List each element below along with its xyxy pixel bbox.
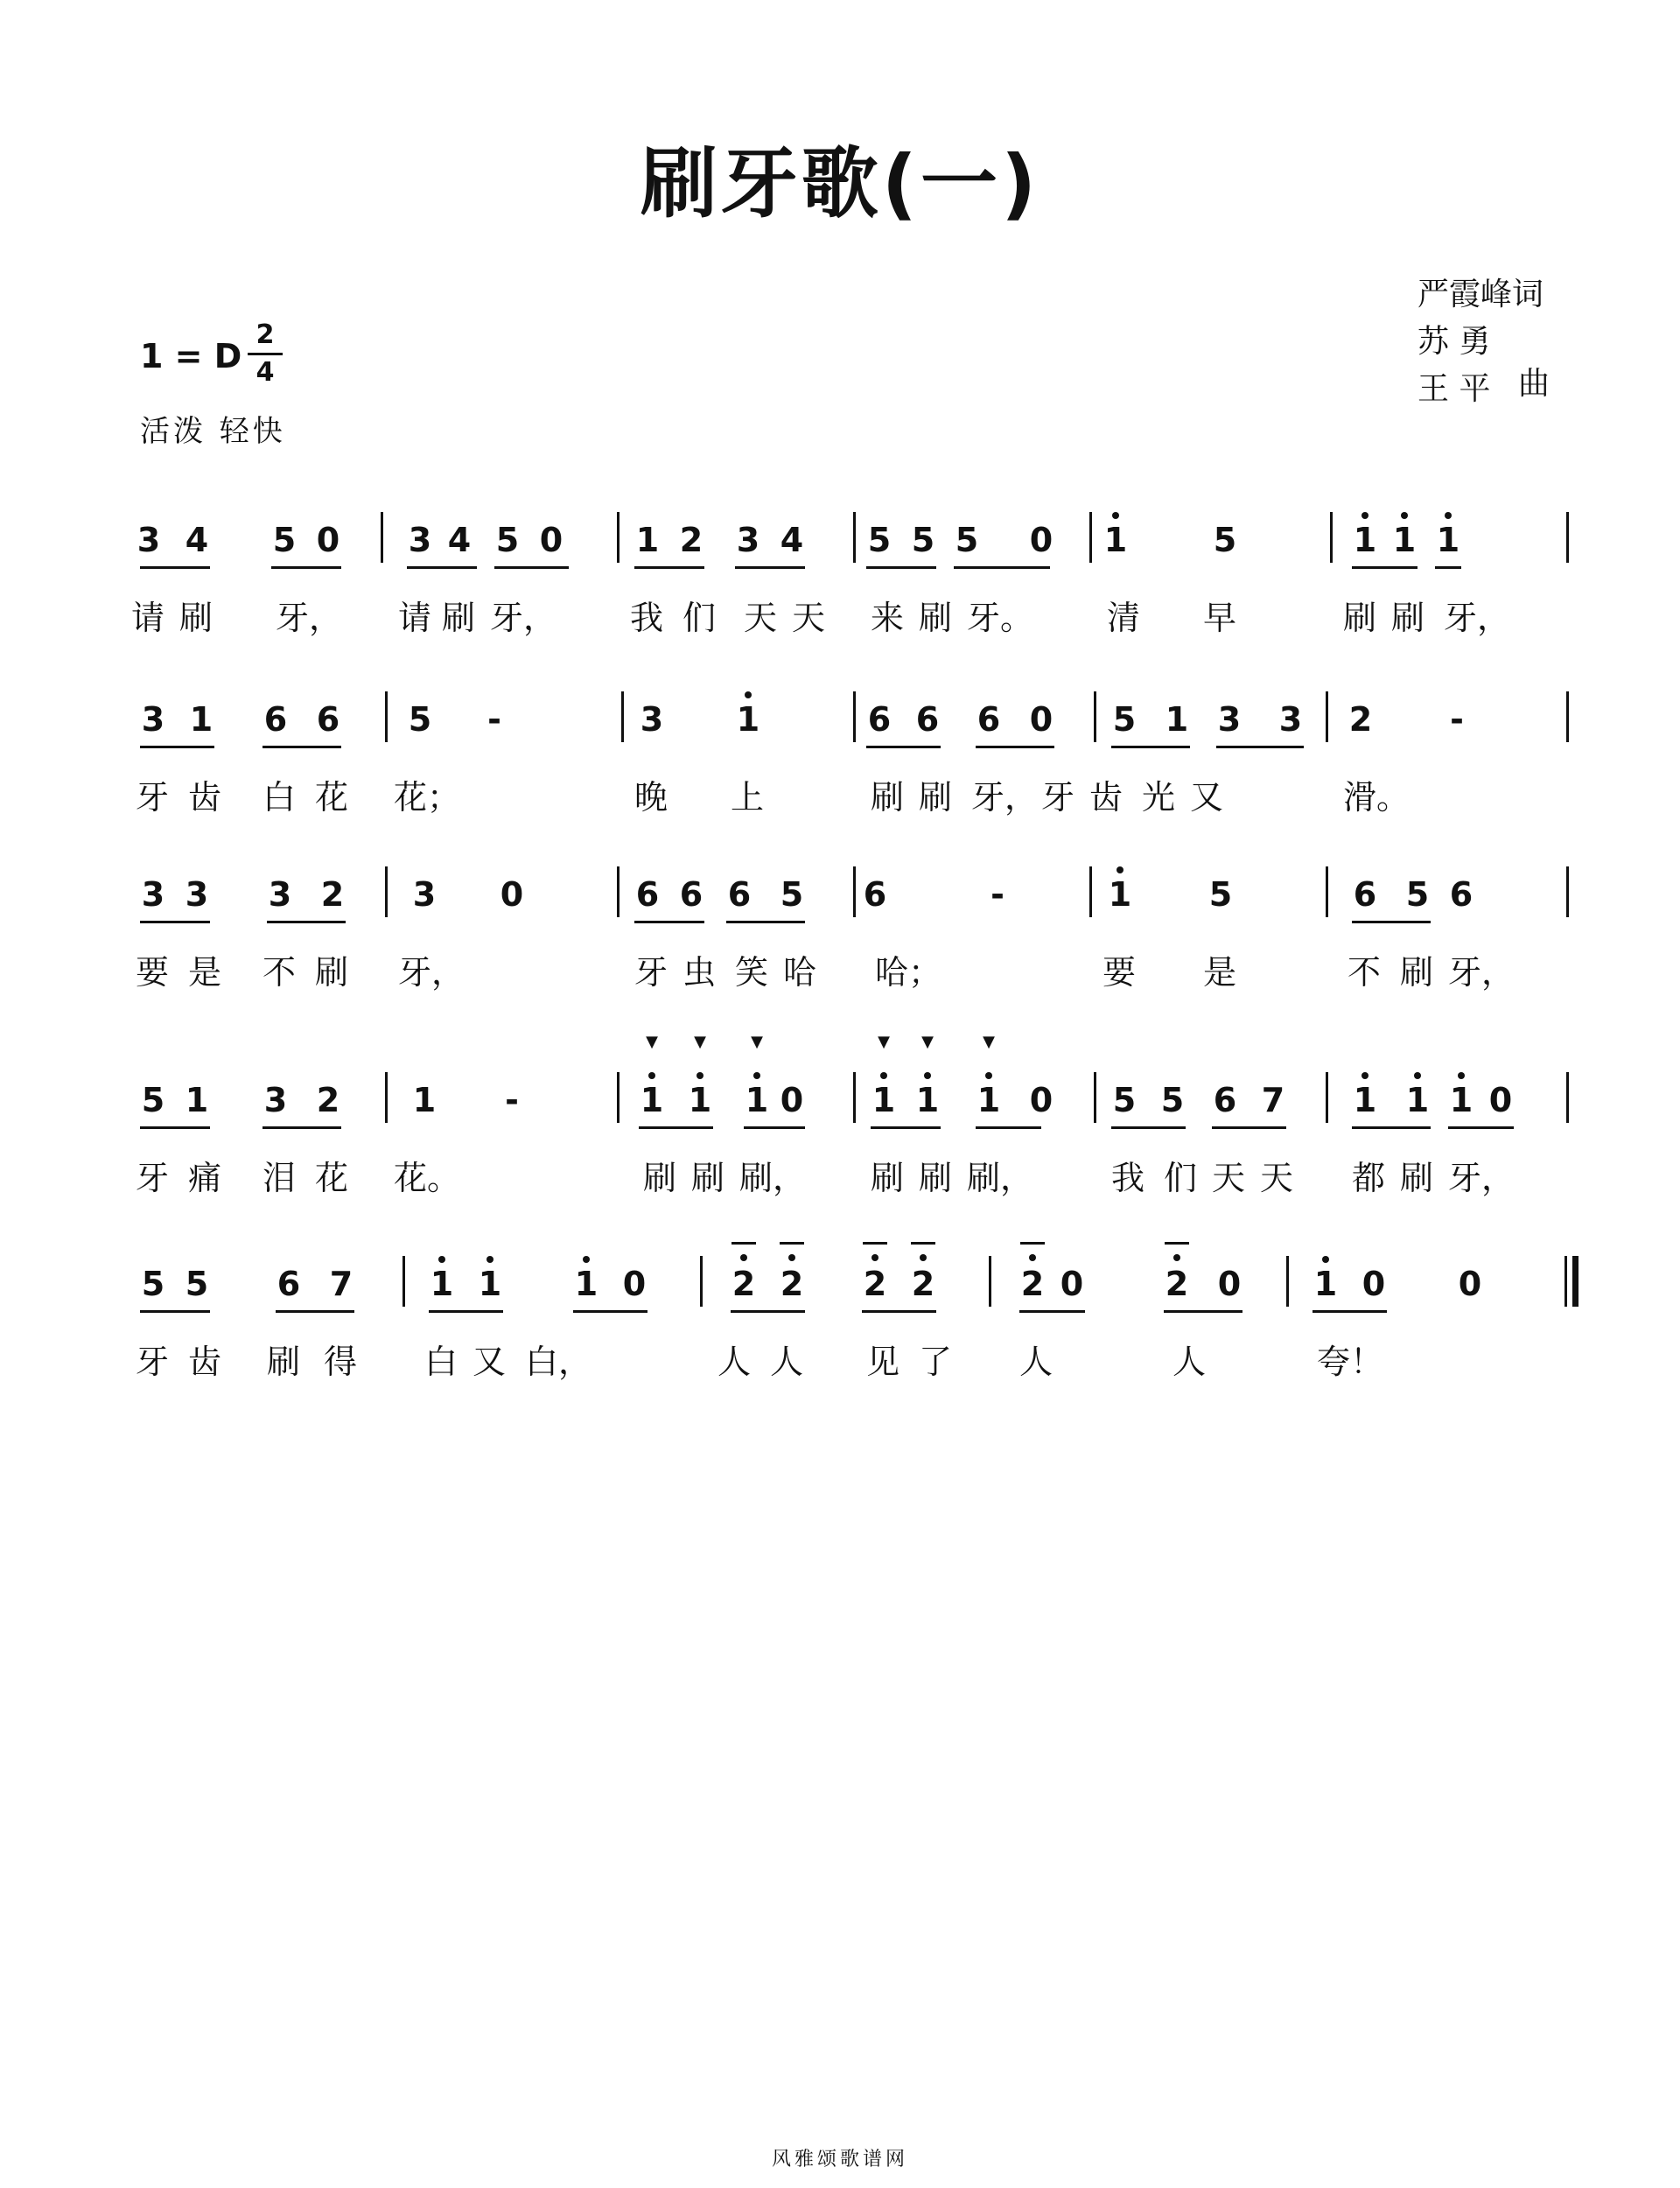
over-bar xyxy=(911,1242,935,1245)
note: 6 xyxy=(316,700,340,739)
note: 1 xyxy=(1108,875,1132,914)
beat-underline xyxy=(140,1310,210,1313)
beat-underline xyxy=(429,1310,503,1313)
beat-underline xyxy=(634,921,704,923)
beat-underline xyxy=(744,1126,805,1129)
beat-underline xyxy=(407,566,477,569)
key-signature: 1 = D xyxy=(140,337,242,375)
lyric-char: 不 xyxy=(1348,953,1382,992)
tempo-marking: 活泼 轻快 xyxy=(140,414,286,449)
over-bar xyxy=(1020,1242,1045,1245)
note: 0 xyxy=(1029,521,1054,559)
note: 5 xyxy=(1160,1081,1185,1119)
lyric-char: 们 xyxy=(1164,1159,1198,1197)
bar-line xyxy=(617,512,620,563)
note: 3 xyxy=(640,700,664,739)
note: 0 xyxy=(1060,1265,1084,1303)
lyric-char: 牙 xyxy=(136,778,170,817)
bar-line xyxy=(1089,512,1092,563)
lyric-char: 痛 xyxy=(188,1159,222,1197)
lyric-char: 刷 xyxy=(1391,599,1425,637)
beat-underline xyxy=(634,566,704,569)
beat-underline xyxy=(871,1126,941,1129)
song-title: 刷牙歌(一) xyxy=(640,138,1040,228)
accent-mark: ▼ xyxy=(921,1033,934,1051)
note: 2 xyxy=(1348,700,1373,739)
accent-mark: ▼ xyxy=(694,1033,706,1051)
lyric-char: 齿 xyxy=(188,778,222,817)
note: 2 xyxy=(316,1081,340,1119)
lyric-char: 见 xyxy=(866,1343,900,1381)
lyric-char: 们 xyxy=(682,599,717,637)
lyric-char: 哈 xyxy=(783,953,817,992)
note: 6 xyxy=(1353,875,1377,914)
lyric-char: 花。 xyxy=(394,1159,461,1197)
lyric-char: 刷 xyxy=(1343,599,1377,637)
lyric-char: 是 xyxy=(188,953,222,992)
bar-line xyxy=(1330,512,1333,563)
high-octave-dot xyxy=(985,1072,992,1079)
lyric-char: 牙， xyxy=(1448,1159,1516,1197)
over-bar xyxy=(780,1242,804,1245)
high-octave-dot xyxy=(438,1256,445,1263)
note: 0 xyxy=(1029,700,1054,739)
note: 1 xyxy=(1449,1081,1474,1119)
lyric-char: 早 xyxy=(1203,599,1237,637)
note: 1 xyxy=(1313,1265,1338,1303)
beat-underline xyxy=(639,1126,713,1129)
beat-underline xyxy=(1352,566,1418,569)
beat-underline xyxy=(262,1126,341,1129)
note: 7 xyxy=(329,1265,354,1303)
lyric-char: 请 xyxy=(131,599,165,637)
beat-underline xyxy=(494,566,569,569)
beat-underline xyxy=(140,746,214,748)
note: 1 xyxy=(1405,1081,1430,1119)
beat-underline xyxy=(1448,1126,1514,1129)
beat-underline xyxy=(866,746,941,748)
lyric-char: 刷 xyxy=(315,953,349,992)
beat-underline xyxy=(862,1310,936,1313)
accent-mark: ▼ xyxy=(646,1033,658,1051)
note: 2 xyxy=(679,521,704,559)
lyric-char: 刷 xyxy=(919,599,953,637)
lyric-char: 牙。 xyxy=(967,599,1034,637)
lyric-char: 刷 xyxy=(919,778,953,817)
lyric-char: 光 xyxy=(1142,778,1176,817)
lyric-char: 牙， xyxy=(276,599,343,637)
beat-underline xyxy=(140,566,210,569)
lyric-char: 花； xyxy=(394,778,461,817)
lyric-char: 刷 xyxy=(442,599,476,637)
lyric-char: 清 xyxy=(1107,599,1141,637)
lyric-char: 刷 xyxy=(1400,1159,1434,1197)
note: 0 xyxy=(1362,1265,1386,1303)
beat-underline xyxy=(1216,746,1304,748)
note: 3 xyxy=(408,521,432,559)
note: 5 xyxy=(1112,1081,1137,1119)
lyric-char: 我 xyxy=(1111,1159,1145,1197)
lyric-char: 牙， xyxy=(490,599,557,637)
high-octave-dot xyxy=(696,1072,704,1079)
lyricist-credit: 严霞峰词 xyxy=(1418,277,1544,312)
lyric-char: 刷 xyxy=(871,1159,905,1197)
note: 6 xyxy=(867,700,892,739)
note: 1 xyxy=(736,700,760,739)
note: 0 xyxy=(316,521,340,559)
beat-underline xyxy=(735,566,805,569)
composer-label: 曲 xyxy=(1518,366,1550,402)
note: 1 xyxy=(1165,700,1189,739)
beat-underline xyxy=(262,746,341,748)
high-octave-dot xyxy=(1116,866,1124,873)
lyric-char: 花 xyxy=(315,778,349,817)
note: 2 xyxy=(732,1265,756,1303)
lyric-char: 笑 xyxy=(735,953,769,992)
note: 2 xyxy=(780,1265,804,1303)
lyric-char: 人 xyxy=(718,1343,752,1381)
beat-underline xyxy=(1212,1126,1286,1129)
note: 5 xyxy=(185,1265,209,1303)
bar-line xyxy=(1566,866,1569,917)
lyric-char: 请 xyxy=(398,599,432,637)
lyric-char: 刷 xyxy=(1400,953,1434,992)
beat-underline xyxy=(1111,746,1190,748)
note: 1 xyxy=(478,1265,502,1303)
note: 1 xyxy=(430,1265,454,1303)
note: 1 xyxy=(688,1081,712,1119)
lyric-char: 刷 xyxy=(643,1159,677,1197)
bar-line xyxy=(1326,691,1328,742)
high-octave-dot xyxy=(1414,1072,1421,1079)
beat-underline xyxy=(1312,1310,1387,1313)
footer-watermark: 风雅颂歌谱网 xyxy=(771,2149,908,2170)
beat-underline xyxy=(866,566,936,569)
note: 6 xyxy=(915,700,940,739)
note: 1 xyxy=(412,1081,437,1119)
high-octave-dot xyxy=(753,1072,760,1079)
beat-underline xyxy=(271,566,341,569)
beat-underline xyxy=(726,921,805,923)
note: 2 xyxy=(1165,1265,1189,1303)
lyric-char: 刷 xyxy=(691,1159,725,1197)
high-octave-dot xyxy=(1112,512,1119,519)
bar-line xyxy=(700,1256,703,1307)
high-octave-dot xyxy=(920,1254,927,1261)
note: 1 xyxy=(1353,1081,1377,1119)
high-octave-dot xyxy=(924,1072,931,1079)
beat-underline xyxy=(954,566,1050,569)
note: 5 xyxy=(867,521,892,559)
lyric-char: 得 xyxy=(324,1343,358,1381)
note: 5 xyxy=(272,521,297,559)
beat-underline xyxy=(1019,1310,1085,1313)
note: - xyxy=(487,700,501,739)
beat-underline xyxy=(1164,1310,1242,1313)
high-octave-dot xyxy=(872,1254,878,1261)
note: 0 xyxy=(622,1265,647,1303)
note: 5 xyxy=(955,521,979,559)
lyric-char: 了 xyxy=(919,1343,953,1381)
lyric-char: 牙， xyxy=(1448,953,1516,992)
bar-line xyxy=(402,1256,405,1307)
bar-line xyxy=(1326,866,1328,917)
high-octave-dot xyxy=(1029,1254,1036,1261)
lyric-char: 刷， xyxy=(739,1159,807,1197)
note: 5 xyxy=(780,875,804,914)
note: 4 xyxy=(447,521,472,559)
lyric-char: 上 xyxy=(731,778,765,817)
note: 6 xyxy=(727,875,752,914)
lyric-char: 刷 xyxy=(179,599,214,637)
lyric-char: 要 xyxy=(136,953,170,992)
note: 6 xyxy=(976,700,1001,739)
lyric-char: 刷 xyxy=(919,1159,953,1197)
bar-line xyxy=(1094,1072,1096,1123)
note: 0 xyxy=(1458,1265,1482,1303)
note: 3 xyxy=(412,875,437,914)
lyric-char: 晚 xyxy=(634,778,668,817)
bar-line xyxy=(385,691,388,742)
note: 4 xyxy=(780,521,804,559)
note: 1 xyxy=(640,1081,664,1119)
beat-underline xyxy=(267,921,346,923)
beat-underline xyxy=(140,921,210,923)
note: 3 xyxy=(141,700,165,739)
high-octave-dot xyxy=(486,1256,494,1263)
over-bar xyxy=(732,1242,756,1245)
lyric-char: 牙， xyxy=(1444,599,1511,637)
lyric-char: 夸！ xyxy=(1317,1343,1384,1381)
lyric-char: 牙， xyxy=(398,953,466,992)
lyric-char: 牙 xyxy=(634,953,668,992)
note: 1 xyxy=(976,1081,1001,1119)
lyric-char: 刷， xyxy=(967,1159,1034,1197)
note: 0 xyxy=(1029,1081,1054,1119)
lyric-char: 牙 xyxy=(136,1159,170,1197)
lyric-char: 牙 xyxy=(1041,778,1075,817)
note: 7 xyxy=(1261,1081,1285,1119)
note: 6 xyxy=(1449,875,1474,914)
high-octave-dot xyxy=(1401,512,1408,519)
high-octave-dot xyxy=(1362,1072,1368,1079)
bar-line xyxy=(1566,691,1569,742)
lyric-char: 又 xyxy=(472,1343,507,1381)
note: 5 xyxy=(1112,700,1137,739)
note: 5 xyxy=(408,700,432,739)
bar-line xyxy=(853,1072,856,1123)
bar-line xyxy=(385,866,388,917)
note: 6 xyxy=(679,875,704,914)
lyric-char: 花 xyxy=(315,1159,349,1197)
lyric-char: 滑。 xyxy=(1343,778,1410,817)
note: 5 xyxy=(141,1081,165,1119)
high-octave-dot xyxy=(740,1254,747,1261)
lyric-char: 不 xyxy=(262,953,297,992)
beat-underline xyxy=(731,1310,805,1313)
note: 0 xyxy=(780,1081,804,1119)
lyric-char: 是 xyxy=(1203,953,1237,992)
lyric-char: 人 xyxy=(1019,1343,1054,1381)
note: 1 xyxy=(185,1081,209,1119)
high-octave-dot xyxy=(1362,512,1368,519)
note: 5 xyxy=(1208,875,1233,914)
note: 5 xyxy=(1405,875,1430,914)
bar-line xyxy=(1286,1256,1289,1307)
over-bar xyxy=(1165,1242,1189,1245)
note: 1 xyxy=(915,1081,940,1119)
high-octave-dot xyxy=(648,1072,655,1079)
note: 0 xyxy=(1488,1081,1513,1119)
beat-underline xyxy=(276,1310,354,1313)
note: 1 xyxy=(1436,521,1460,559)
composer-credit-1: 苏 勇 xyxy=(1418,324,1491,360)
lyric-char: 齿 xyxy=(188,1343,222,1381)
accent-mark: ▼ xyxy=(983,1033,995,1051)
lyric-char: 泪 xyxy=(262,1159,297,1197)
note: 5 xyxy=(911,521,935,559)
beat-underline xyxy=(976,1126,1041,1129)
lyric-char: 又 xyxy=(1190,778,1224,817)
note: 6 xyxy=(263,700,288,739)
lyric-char: 齿 xyxy=(1089,778,1124,817)
note: 5 xyxy=(1213,521,1237,559)
composer-credit-2: 王 平 xyxy=(1418,371,1491,407)
note: 6 xyxy=(1213,1081,1237,1119)
note: 3 xyxy=(1217,700,1242,739)
bar-line xyxy=(853,512,856,563)
bar-line xyxy=(617,866,620,917)
lyric-char: 牙 xyxy=(136,1343,170,1381)
note: 6 xyxy=(276,1265,301,1303)
lyric-char: 牙， xyxy=(971,778,1039,817)
note: 5 xyxy=(141,1265,165,1303)
note: - xyxy=(1450,700,1464,739)
note: 1 xyxy=(574,1265,598,1303)
lyric-char: 天 xyxy=(1260,1159,1294,1197)
final-bar-line-thick xyxy=(1572,1256,1578,1307)
over-bar xyxy=(863,1242,887,1245)
note: 0 xyxy=(500,875,524,914)
beat-underline xyxy=(1352,1126,1431,1129)
high-octave-dot xyxy=(880,1072,887,1079)
note: 2 xyxy=(911,1265,935,1303)
lyric-char: 都 xyxy=(1352,1159,1386,1197)
bar-line xyxy=(989,1256,991,1307)
lyric-char: 人 xyxy=(770,1343,804,1381)
note: 0 xyxy=(539,521,564,559)
lyric-char: 来 xyxy=(871,599,905,637)
note: 3 xyxy=(736,521,760,559)
note: 3 xyxy=(141,875,165,914)
bar-line xyxy=(1566,512,1569,563)
lyric-char: 我 xyxy=(630,599,664,637)
lyric-char: 白 xyxy=(424,1343,458,1381)
bar-line xyxy=(617,1072,620,1123)
time-signature-bottom: 4 xyxy=(256,357,275,388)
note: 6 xyxy=(863,875,887,914)
note: 4 xyxy=(185,521,209,559)
bar-line xyxy=(1094,691,1096,742)
note: - xyxy=(505,1081,519,1119)
note: 5 xyxy=(495,521,520,559)
beat-underline xyxy=(1435,566,1461,569)
note: 2 xyxy=(1020,1265,1045,1303)
note: 0 xyxy=(1217,1265,1242,1303)
high-octave-dot xyxy=(1458,1072,1465,1079)
high-octave-dot xyxy=(1445,512,1452,519)
note: 3 xyxy=(185,875,209,914)
lyric-char: 白， xyxy=(525,1343,592,1381)
time-signature-top: 2 xyxy=(256,319,275,350)
bar-line xyxy=(853,691,856,742)
note: 3 xyxy=(263,1081,288,1119)
high-octave-dot xyxy=(745,691,752,698)
note: 3 xyxy=(268,875,292,914)
note: 3 xyxy=(136,521,161,559)
note: 2 xyxy=(863,1265,887,1303)
high-octave-dot xyxy=(788,1254,795,1261)
high-octave-dot xyxy=(1322,1256,1329,1263)
note: 1 xyxy=(872,1081,896,1119)
high-octave-dot xyxy=(583,1256,590,1263)
beat-underline xyxy=(1111,1126,1186,1129)
beat-underline xyxy=(976,746,1054,748)
bar-line xyxy=(381,512,383,563)
bar-line xyxy=(385,1072,388,1123)
note: 2 xyxy=(320,875,345,914)
lyric-char: 虫 xyxy=(682,953,717,992)
high-octave-dot xyxy=(1173,1254,1180,1261)
lyric-char: 哈； xyxy=(875,953,942,992)
lyric-char: 天 xyxy=(792,599,826,637)
beat-underline xyxy=(140,1126,210,1129)
bar-line xyxy=(853,866,856,917)
accent-mark: ▼ xyxy=(878,1033,890,1051)
note: 3 xyxy=(1278,700,1303,739)
note: 1 xyxy=(1353,521,1377,559)
lyric-char: 刷 xyxy=(267,1343,301,1381)
lyric-char: 刷 xyxy=(871,778,905,817)
bar-line xyxy=(1326,1072,1328,1123)
note: - xyxy=(990,875,1004,914)
note: 6 xyxy=(635,875,660,914)
note: 1 xyxy=(635,521,660,559)
note: 1 xyxy=(1103,521,1128,559)
beat-underline xyxy=(1352,921,1431,923)
bar-line xyxy=(1566,1072,1569,1123)
note: 1 xyxy=(1392,521,1417,559)
lyric-char: 人 xyxy=(1172,1343,1207,1381)
bar-line xyxy=(1089,866,1092,917)
final-bar-line xyxy=(1564,1256,1567,1307)
lyric-char: 要 xyxy=(1102,953,1137,992)
bar-line xyxy=(621,691,624,742)
note: 1 xyxy=(745,1081,769,1119)
note: 1 xyxy=(189,700,214,739)
lyric-char: 天 xyxy=(1212,1159,1246,1197)
lyric-char: 白 xyxy=(262,778,297,817)
beat-underline xyxy=(573,1310,648,1313)
accent-mark: ▼ xyxy=(751,1033,763,1051)
lyric-char: 天 xyxy=(744,599,778,637)
